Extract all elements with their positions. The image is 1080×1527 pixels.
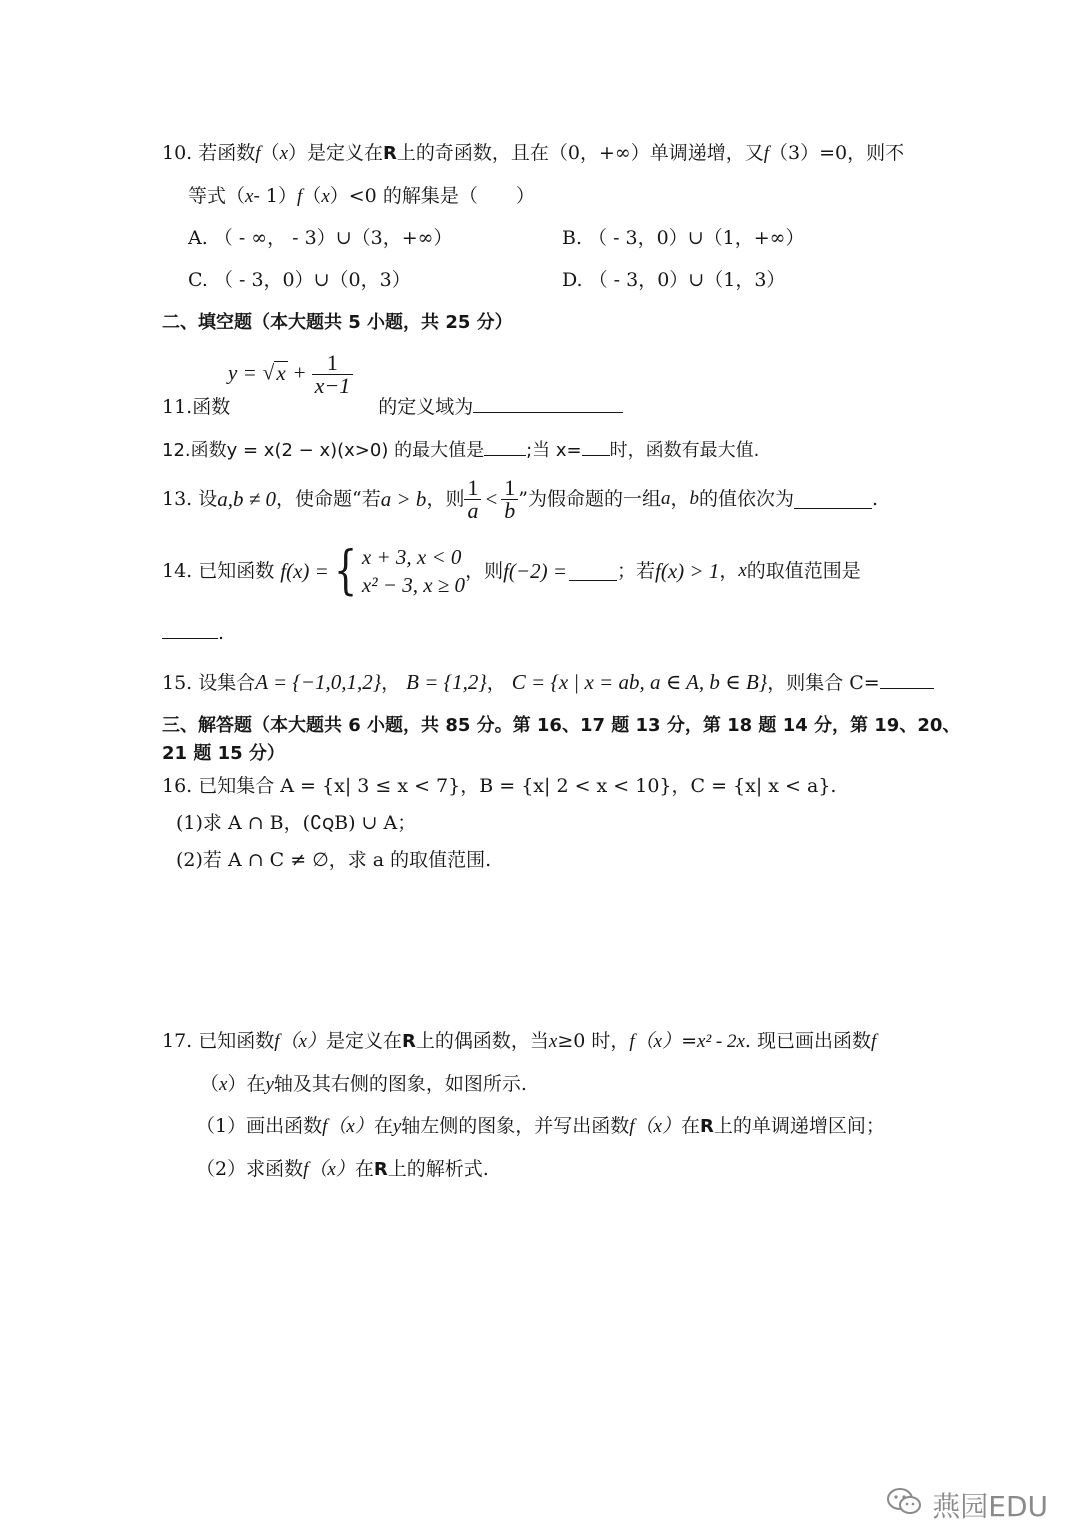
q14-text: 14. 已知函数 f(x) = { x + 3, x < 0 x² − 3, x ≥ 0 ，则 f(−2) = ；若 f(x) > 1 ， x 的取值范围是 xyxy=(162,541,861,601)
q12-x-blank[interactable] xyxy=(582,437,610,456)
section-2-title: 二、填空题（本大题共 5 小题，共 25 分） xyxy=(162,312,513,333)
q10-option-a: A. （ - ∞， - 3）∪（3，+∞） xyxy=(188,227,453,249)
section-3-title-cont: 21 题 15 分） xyxy=(162,743,285,764)
q15-answer-blank[interactable] xyxy=(880,670,934,689)
q17-part2: （2）求函数f（x）在R上的解析式. xyxy=(196,1158,489,1180)
q11-fraction: $\frac{1}{x-1}$ xyxy=(312,352,354,397)
wechat-icon xyxy=(886,1487,922,1524)
watermark-text: 燕园EDU xyxy=(932,1490,1048,1523)
q14-piecewise: x + 3, x < 0 x² − 3, x ≥ 0 xyxy=(361,545,466,597)
q14-range-blank-line: . xyxy=(162,620,224,645)
q17-part1: （1）画出函数f（x）在y轴左侧的图象，并写出函数f（x）在R上的单调递增区间； xyxy=(196,1115,885,1137)
q13-text: 13. 设 a,b ≠ 0 ，使命题“若 a > b ，则 $\frac{1}{a}$ < $\frac{1}{b}$ ”为假命题的一组 a ， b 的值依次为 . xyxy=(162,474,879,523)
q11-text: 11.函数 的定义域为 xyxy=(162,394,623,419)
q16-stem: 16. 已知集合 A = {x| 3 ≤ x < 7}，B = {x| 2 < x < 10}，C = {x| x < a}. xyxy=(162,775,837,797)
q10-option-d: D. （ - 3，0）∪（1，3） xyxy=(562,269,786,291)
q10-line1: 10. 若函数f（x）是定义在R上的奇函数，且在（0，+∞）单调递增，又f（3）=0，则不 xyxy=(162,142,905,164)
q13-answer-blank[interactable] xyxy=(794,490,872,509)
q12-max-blank[interactable] xyxy=(484,437,526,456)
q10-line2: 等式（x- 1）f（x）<0 的解集是（ ） xyxy=(188,185,535,207)
q16-part1: (1)求 A ∩ B，(∁ꞯB) ∪ A； xyxy=(176,812,417,834)
q12-text: 12.函数y = x(2 − x)(x>0) 的最大值是 ;当 x= 时，函数有最大值. xyxy=(162,437,759,463)
q11-answer-blank[interactable] xyxy=(473,394,623,413)
q10-option-b: B. （ - 3，0）∪（1，+∞） xyxy=(562,227,805,249)
q17-line1: 17. 已知函数f（x）是定义在R上的偶函数，当x≥0 时，f（x）=x² - 2x. 现已画出函数f xyxy=(162,1030,877,1052)
q10-option-c: C. （ - 3，0）∪（0，3） xyxy=(188,269,411,291)
q15-text: 15. 设集合A = {−1,0,1,2}， B = {1,2}， C = {x | x = ab, a ∈ A, b ∈ B}，则集合 C= xyxy=(162,670,934,695)
q11-formula: y = √x + $\frac{1}{x-1}$ xyxy=(228,352,353,412)
q14-f-blank[interactable] xyxy=(569,562,617,581)
q17-line2: （x）在y轴及其右侧的图象，如图所示. xyxy=(200,1073,527,1095)
q14-range-blank[interactable] xyxy=(162,620,218,639)
section-3-title: 三、解答题（本大题共 6 小题，共 85 分。第 16、17 题 13 分，第 18 题 14 分，第 19、20、 xyxy=(162,715,961,736)
q16-part2: (2)若 A ∩ C ≠ ∅，求 a 的取值范围. xyxy=(176,849,492,871)
watermark xyxy=(886,1485,1048,1525)
